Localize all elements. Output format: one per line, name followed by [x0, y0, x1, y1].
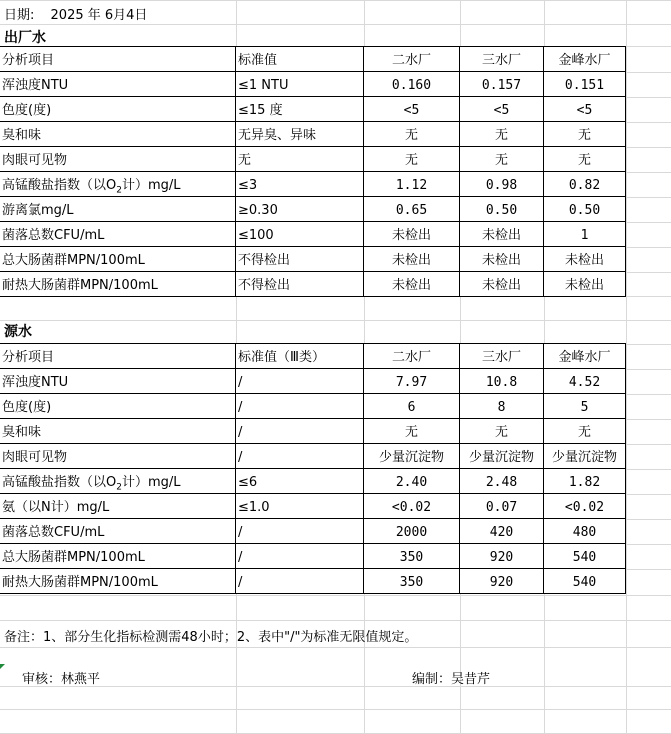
editor-signature: 编制：吴昔芹	[412, 672, 491, 687]
grid-row-line	[0, 709, 671, 710]
plant-value-cell[interactable]: 2.40	[364, 469, 460, 494]
column-header[interactable]: 分析项目	[0, 47, 236, 72]
plant-value-cell[interactable]: 无	[544, 122, 626, 147]
plant-value-cell[interactable]: 0.07	[460, 494, 544, 519]
plant-value-cell[interactable]: <5	[364, 97, 460, 122]
reviewer-signature: 审核：林燕平	[22, 672, 101, 687]
standard-value-cell[interactable]: 无异臭、异味	[236, 122, 364, 147]
plant-value-cell[interactable]: 420	[460, 519, 544, 544]
plant-value-cell[interactable]: 1	[544, 222, 626, 247]
table-row	[0, 122, 626, 147]
analysis-item-cell[interactable]: 耐热大肠菌群MPN/100mL	[0, 272, 236, 297]
grid-row-line	[0, 647, 671, 648]
table-row	[0, 519, 626, 544]
table-row	[0, 222, 626, 247]
plant-value-cell[interactable]: 8	[460, 394, 544, 419]
analysis-item-cell[interactable]: 浑浊度NTU	[0, 72, 236, 97]
standard-value-cell[interactable]: /	[236, 369, 364, 394]
standard-value-cell[interactable]: ≤1.0	[236, 494, 364, 519]
plant-value-cell[interactable]: 未检出	[460, 222, 544, 247]
date-label: 日期:	[4, 8, 35, 23]
plant-value-cell[interactable]: 无	[544, 147, 626, 172]
analysis-item-cell[interactable]: 游离氯mg/L	[0, 197, 236, 222]
table-row	[0, 272, 626, 297]
table-row	[0, 394, 626, 419]
finished-water-header-row	[0, 47, 626, 72]
plant-value-cell[interactable]: 未检出	[544, 247, 626, 272]
standard-value-cell[interactable]: /	[236, 519, 364, 544]
plant-value-cell[interactable]: 无	[544, 419, 626, 444]
plant-value-cell[interactable]: 540	[544, 544, 626, 569]
grid-column-line	[626, 0, 627, 733]
plant-value-cell[interactable]: 920	[460, 569, 544, 594]
table-row	[0, 544, 626, 569]
report-date	[4, 4, 147, 23]
column-header[interactable]: 二水厂	[364, 47, 460, 72]
standard-value-cell[interactable]: 不得检出	[236, 247, 364, 272]
table-row	[0, 569, 626, 594]
subscript-two: 2	[116, 482, 122, 493]
standard-value-cell[interactable]: ≤3	[236, 172, 364, 197]
grid-row-line	[0, 686, 671, 687]
plant-value-cell[interactable]: 1.82	[544, 469, 626, 494]
plant-value-cell[interactable]: 无	[364, 147, 460, 172]
plant-value-cell[interactable]: 未检出	[460, 272, 544, 297]
column-header[interactable]: 金峰水厂	[544, 47, 626, 72]
column-header[interactable]: 标准值（Ⅲ类）	[236, 344, 364, 369]
table-row	[0, 147, 626, 172]
analysis-item-cell[interactable]: 高锰酸盐指数（以$O_2$计）mg/L	[0, 469, 236, 494]
column-header[interactable]: 分析项目	[0, 344, 236, 369]
analysis-item-cell[interactable]: 臭和味	[0, 122, 236, 147]
section-title-finished-water: 出厂水	[4, 30, 46, 46]
section-title-source-water: 源水	[4, 324, 32, 340]
table-row	[0, 494, 626, 519]
plant-value-cell[interactable]: 无	[460, 122, 544, 147]
analysis-item-cell[interactable]: 肉眼可见物	[0, 444, 236, 469]
plant-value-cell[interactable]: 0.50	[544, 197, 626, 222]
plant-value-cell[interactable]: 0.151	[544, 72, 626, 97]
plant-value-cell[interactable]: <5	[544, 97, 626, 122]
standard-value-cell[interactable]: /	[236, 569, 364, 594]
table-row	[0, 97, 626, 122]
column-header[interactable]: 二水厂	[364, 344, 460, 369]
standard-value-cell[interactable]: 不得检出	[236, 272, 364, 297]
analysis-item-cell[interactable]: 臭和味	[0, 419, 236, 444]
grid-row-line	[0, 0, 671, 1]
plant-value-cell[interactable]: 未检出	[364, 222, 460, 247]
plant-value-cell[interactable]: 0.82	[544, 172, 626, 197]
plant-value-cell[interactable]: 少量沉淀物	[364, 444, 460, 469]
table-row	[0, 197, 626, 222]
standard-value-cell[interactable]: /	[236, 444, 364, 469]
standard-value-cell[interactable]: ≥0.30	[236, 197, 364, 222]
plant-value-cell[interactable]: <5	[460, 97, 544, 122]
plant-value-cell[interactable]: 540	[544, 569, 626, 594]
plant-value-cell[interactable]: 未检出	[364, 247, 460, 272]
plant-value-cell[interactable]: 6	[364, 394, 460, 419]
analysis-item-cell[interactable]: 耐热大肠菌群MPN/100mL	[0, 569, 236, 594]
table-row	[0, 369, 626, 394]
table-row	[0, 469, 626, 494]
plant-value-cell[interactable]: 4.52	[544, 369, 626, 394]
grid-row-line	[0, 320, 671, 321]
plant-value-cell[interactable]: 0.65	[364, 197, 460, 222]
plant-value-cell[interactable]: <0.02	[544, 494, 626, 519]
analysis-item-cell[interactable]: 色度(度)	[0, 97, 236, 122]
plant-value-cell[interactable]: 350	[364, 544, 460, 569]
plant-value-cell[interactable]: 无	[364, 122, 460, 147]
plant-value-cell[interactable]: <0.02	[364, 494, 460, 519]
plant-value-cell[interactable]: 0.157	[460, 72, 544, 97]
analysis-item-cell[interactable]: 高锰酸盐指数（以$O_2$计）mg/L	[0, 172, 236, 197]
grid-row-line	[0, 24, 671, 25]
plant-value-cell[interactable]: 少量沉淀物	[544, 444, 626, 469]
table-row	[0, 72, 626, 97]
analysis-item-cell[interactable]: 氨（以N计）mg/L	[0, 494, 236, 519]
analysis-item-cell[interactable]: 菌落总数CFU/mL	[0, 222, 236, 247]
plant-value-cell[interactable]: 920	[460, 544, 544, 569]
grid-row-line	[0, 620, 671, 621]
plant-value-cell[interactable]: 无	[460, 147, 544, 172]
plant-value-cell[interactable]: 0.98	[460, 172, 544, 197]
plant-value-cell[interactable]: 未检出	[544, 272, 626, 297]
source-water-header-row	[0, 344, 626, 369]
plant-value-cell[interactable]: 2000	[364, 519, 460, 544]
standard-value-cell[interactable]: ≤6	[236, 469, 364, 494]
table-row	[0, 247, 626, 272]
analysis-item-cell[interactable]: 肉眼可见物	[0, 147, 236, 172]
column-header[interactable]: 三水厂	[460, 47, 544, 72]
analysis-item-cell[interactable]: 菌落总数CFU/mL	[0, 519, 236, 544]
plant-value-cell[interactable]: 少量沉淀物	[460, 444, 544, 469]
plant-value-cell[interactable]: 未检出	[364, 272, 460, 297]
standard-value-cell[interactable]: ≤15 度	[236, 97, 364, 122]
column-header[interactable]: 三水厂	[460, 344, 544, 369]
cell-error-marker	[0, 664, 5, 669]
plant-value-cell[interactable]: 480	[544, 519, 626, 544]
plant-value-cell[interactable]: 0.50	[460, 197, 544, 222]
grid-row-line	[0, 595, 671, 596]
table-row	[0, 444, 626, 469]
remark-note: 备注：1、部分生化指标检测需48小时；2、表中"/"为标准无限值规定。	[4, 630, 418, 645]
column-header[interactable]: 标准值	[236, 47, 364, 72]
plant-value-cell[interactable]: 10.8	[460, 369, 544, 394]
plant-value-cell[interactable]: 1.12	[364, 172, 460, 197]
plant-value-cell[interactable]: 7.97	[364, 369, 460, 394]
plant-value-cell[interactable]: 2.48	[460, 469, 544, 494]
standard-value-cell[interactable]: /	[236, 419, 364, 444]
plant-value-cell[interactable]: 350	[364, 569, 460, 594]
analysis-item-cell[interactable]: 浑浊度NTU	[0, 369, 236, 394]
standard-value-cell[interactable]: 无	[236, 147, 364, 172]
plant-value-cell[interactable]: 无	[460, 419, 544, 444]
standard-value-cell[interactable]: ≤1 NTU	[236, 72, 364, 97]
column-header[interactable]: 金峰水厂	[544, 344, 626, 369]
plant-value-cell[interactable]: 未检出	[460, 247, 544, 272]
analysis-item-cell[interactable]: 总大肠菌群MPN/100mL	[0, 247, 236, 272]
plant-value-cell[interactable]: 5	[544, 394, 626, 419]
standard-value-cell[interactable]: ≤100	[236, 222, 364, 247]
table-row	[0, 172, 626, 197]
analysis-item-cell[interactable]: 色度(度)	[0, 394, 236, 419]
standard-value-cell[interactable]: /	[236, 394, 364, 419]
analysis-item-cell[interactable]: 总大肠菌群MPN/100mL	[0, 544, 236, 569]
plant-value-cell[interactable]: 0.160	[364, 72, 460, 97]
standard-value-cell[interactable]: /	[236, 544, 364, 569]
subscript-two: 2	[116, 185, 122, 196]
date-value: 2025 年 6月4日	[50, 8, 148, 23]
plant-value-cell[interactable]: 无	[364, 419, 460, 444]
table-row	[0, 419, 626, 444]
